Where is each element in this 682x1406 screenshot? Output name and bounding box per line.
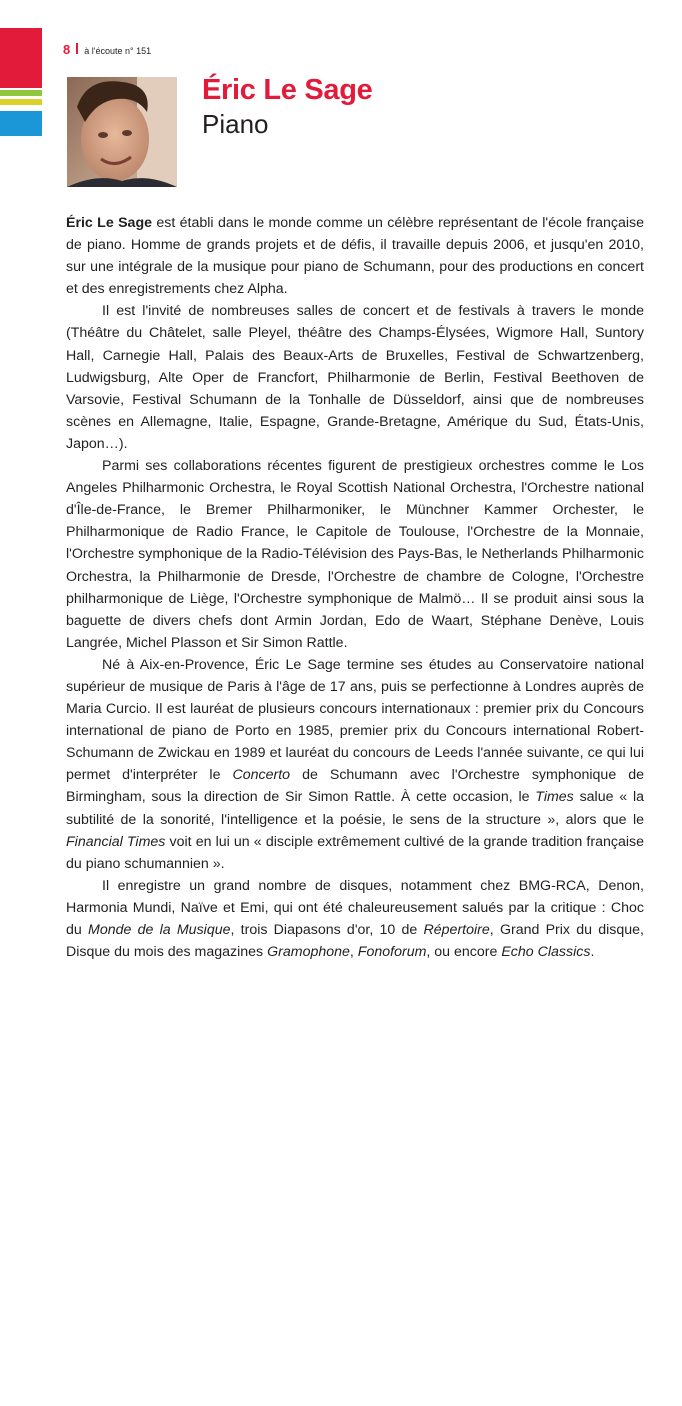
bio-p5-echo: Echo Classics <box>501 944 591 961</box>
bio-artist-name: Éric Le Sage <box>66 215 153 231</box>
artist-instrument: Piano <box>202 109 269 139</box>
bio-p5-text-d: , ou encore <box>426 944 502 961</box>
bio-p4-text-b: de Schumann avec l'Orchestre symphonique de Birmingham, sous la direction de Sir Simon Rattle. À cette occasion, le <box>66 767 644 806</box>
bio-p4-concerto: Concerto <box>232 767 291 784</box>
bio-p4-text-c: salue « la subtilité de la sonorité, l'intelligence et la poésie, le sens de la structure », alors que le <box>66 789 644 828</box>
bio-p5-repertoire: Répertoire <box>423 922 490 938</box>
bio-paragraph-3: Parmi ses collaborations récentes figurent de prestigieux orchestres comme le Los Angeles Philharmonic Orchestra, le Royal Scottish National Orchestra, l'Orchestre national d'Île-de-France, le Bremer Philharmoniker, le Münchner Kammer Orchester, le Philharmonique de Radio France, le Capitole de Toulouse, l'Orchestre de la Monnaie, l'Orchestre symphonique de la Radio-Télévision des Pays-Bas, le Netherlands Philharmonic Orchestra, la Philharmonie de Dresde, l'Orchestre de chambre de Cologne, l'Orchestre philharmonique de Liège, l'Orchestre symphonique de Malmö… Il se produit ainsi sous la baguette de divers chefs dont Armin Jordan, Edo de Waart, Stéphane Denève, Louis Langrée, Michel Plasson et Sir Simon Rattle. <box>66 458 644 651</box>
bio-paragraph-2: Il est l'invité de nombreuses salles de concert et de festivals à travers le monde (Théâtre du Châtelet, salle Pleyel, théâtre des Champs-Élysées, Wigmore Hall, Suntory Hall, Carnegie Hall, Palais des Beaux-Arts de Bruxelles, Festival de Schwartzenberg, Ludwigsburg, Alte Oper de Francfort, Philharmonie de Berlin, Festival Beethoven de Varsovie, Festival Schumann de la Tonhalle de Düsseldorf, ainsi que de nombreuses scènes en Allemagne, Italie, Espagne, Grande-Bretagne, Amérique du Sud, États-Unis, Japon…). <box>66 303 644 452</box>
bio-p5-text-e: . <box>590 944 595 961</box>
bio-p5-monde: Monde de la Musique <box>88 922 231 938</box>
bio-p4-text-d: voit en lui un « disciple extrêmement cultivé de la grande tradition française du piano schumannien ». <box>66 833 644 872</box>
bio-p5-text-c: , Grand Prix du disque, Disque du mois des magazines <box>66 922 644 961</box>
page-number: 8 <box>63 42 71 57</box>
publication-label: à l'écoute n° 151 <box>84 46 152 56</box>
bio-p5-sep: , <box>349 944 358 961</box>
header-separator <box>76 43 78 54</box>
bio-p4-times: Times <box>535 789 574 806</box>
artist-name: Éric Le Sage <box>202 74 373 106</box>
bio-paragraph-5 <box>66 875 644 963</box>
bio-paragraph-1 <box>66 212 644 300</box>
bio-paragraph-1-text: est établi dans le monde comme un célèbre représentant de l'école française de piano. Homme de grands projets et de défis, il travaille depuis 2006, et jusqu'en 2010, sur une intégrale de la musique pour piano de Schumann, pour des productions en concert et des enregistrements chez Alpha. <box>66 215 644 298</box>
bio-p4-text-a: Né à Aix-en-Provence, Éric Le Sage termine ses études au Conservatoire national supérieur de musique de Paris à l'âge de 17 ans, puis se perfectionne à Londres auprès de Maria Curcio. Il est lauréat de plusieurs concours internationaux : premier prix du Concours international de piano de Porto en 1985, premier prix du Concours international Robert-Schumann de Zwickau en 1989 et lauréat du concours de Leeds l'année suivante, ce qui lui permet d'interpréter le <box>66 656 644 784</box>
portrait-photo-icon <box>67 77 177 187</box>
article-title-block <box>202 72 373 140</box>
color-stripe-blue <box>0 111 42 136</box>
bio-p5-fonoforum: Fonoforum <box>357 944 427 961</box>
color-stripe-yellow <box>0 99 42 105</box>
bio-paragraph-4 <box>66 654 644 875</box>
artist-portrait-photo <box>67 77 177 187</box>
bio-p5-gramophone: Gramophone <box>267 944 350 961</box>
bio-p4-financial-times: Financial Times <box>66 833 166 850</box>
biography-text <box>66 212 644 963</box>
page-header <box>63 42 151 57</box>
color-stripe-red <box>0 28 42 88</box>
bio-p5-text-b: , trois Diapasons d'or, 10 de <box>230 922 424 938</box>
bio-p5-text-a: Il enregistre un grand nombre de disques, notamment chez BMG-RCA, Denon, Harmonia Mundi, Naïve et Emi, qui ont été chaleureusement salués par la critique : Choc du <box>66 877 644 938</box>
